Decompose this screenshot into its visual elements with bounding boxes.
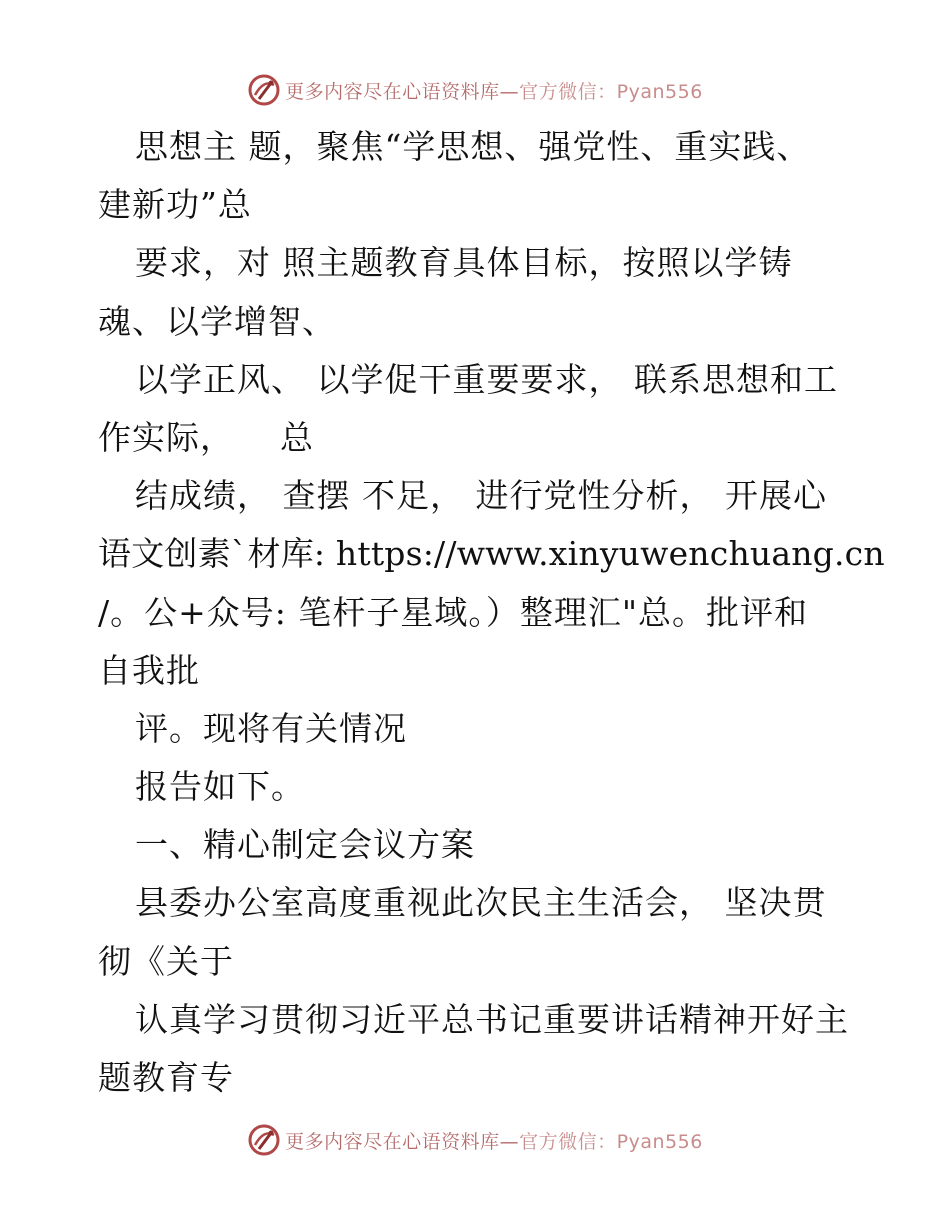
text-line: 自我批 xyxy=(98,650,200,690)
logo-icon xyxy=(247,1123,281,1157)
header-banner-wechat: 官方微信：Pyan556 xyxy=(519,80,703,103)
footer-banner-library: 更多内容尽在心语资料库— xyxy=(285,1130,520,1153)
text-line: 语文创素`材库: https://www.xinyuwenchuang.cn xyxy=(98,534,885,574)
text-line: 报告如下。 xyxy=(135,767,305,807)
text-line: 县委办公室高度重视此次民主生活会， 坚决贯 xyxy=(135,883,827,923)
text-line: 评。现将有关情况 xyxy=(135,708,407,748)
text-line: 题教育专 xyxy=(98,1058,234,1097)
logo-icon xyxy=(247,73,281,107)
text-line: 认真学习贯彻习近平总书记重要讲话精神开好主 xyxy=(135,999,849,1039)
text-line: 作实际， 总 xyxy=(98,417,314,457)
document-body xyxy=(98,118,885,1107)
text-line: /。公+众号: 笔杆子星域。）整理汇"总。批评和 xyxy=(98,592,809,632)
text-line: 要求，对 照主题教育具体目标，按照以学铸 xyxy=(135,243,793,283)
footer-banner-wechat: 官方微信：Pyan556 xyxy=(519,1130,703,1153)
header-banner xyxy=(0,70,950,110)
section-heading: 一、精心制定会议方案 xyxy=(135,825,475,865)
header-banner-text xyxy=(285,77,703,104)
header-banner-library: 更多内容尽在心语资料库— xyxy=(285,80,520,103)
text-line: 建新功”总 xyxy=(98,185,252,225)
text-line: 结成绩， 查摆 不足， 进行党性分析， 开展心 xyxy=(135,476,827,516)
footer-banner xyxy=(0,1120,950,1160)
text-line: 彻《关于 xyxy=(98,941,234,981)
text-line: 魂、以学增智、 xyxy=(98,301,336,341)
text-line: 思想主 题，聚焦“学思想、强党性、重实践、 xyxy=(135,127,811,166)
text-line: 以学正风、 以学促干重要要求， 联系思想和工 xyxy=(135,359,838,399)
footer-banner-text xyxy=(285,1127,703,1154)
